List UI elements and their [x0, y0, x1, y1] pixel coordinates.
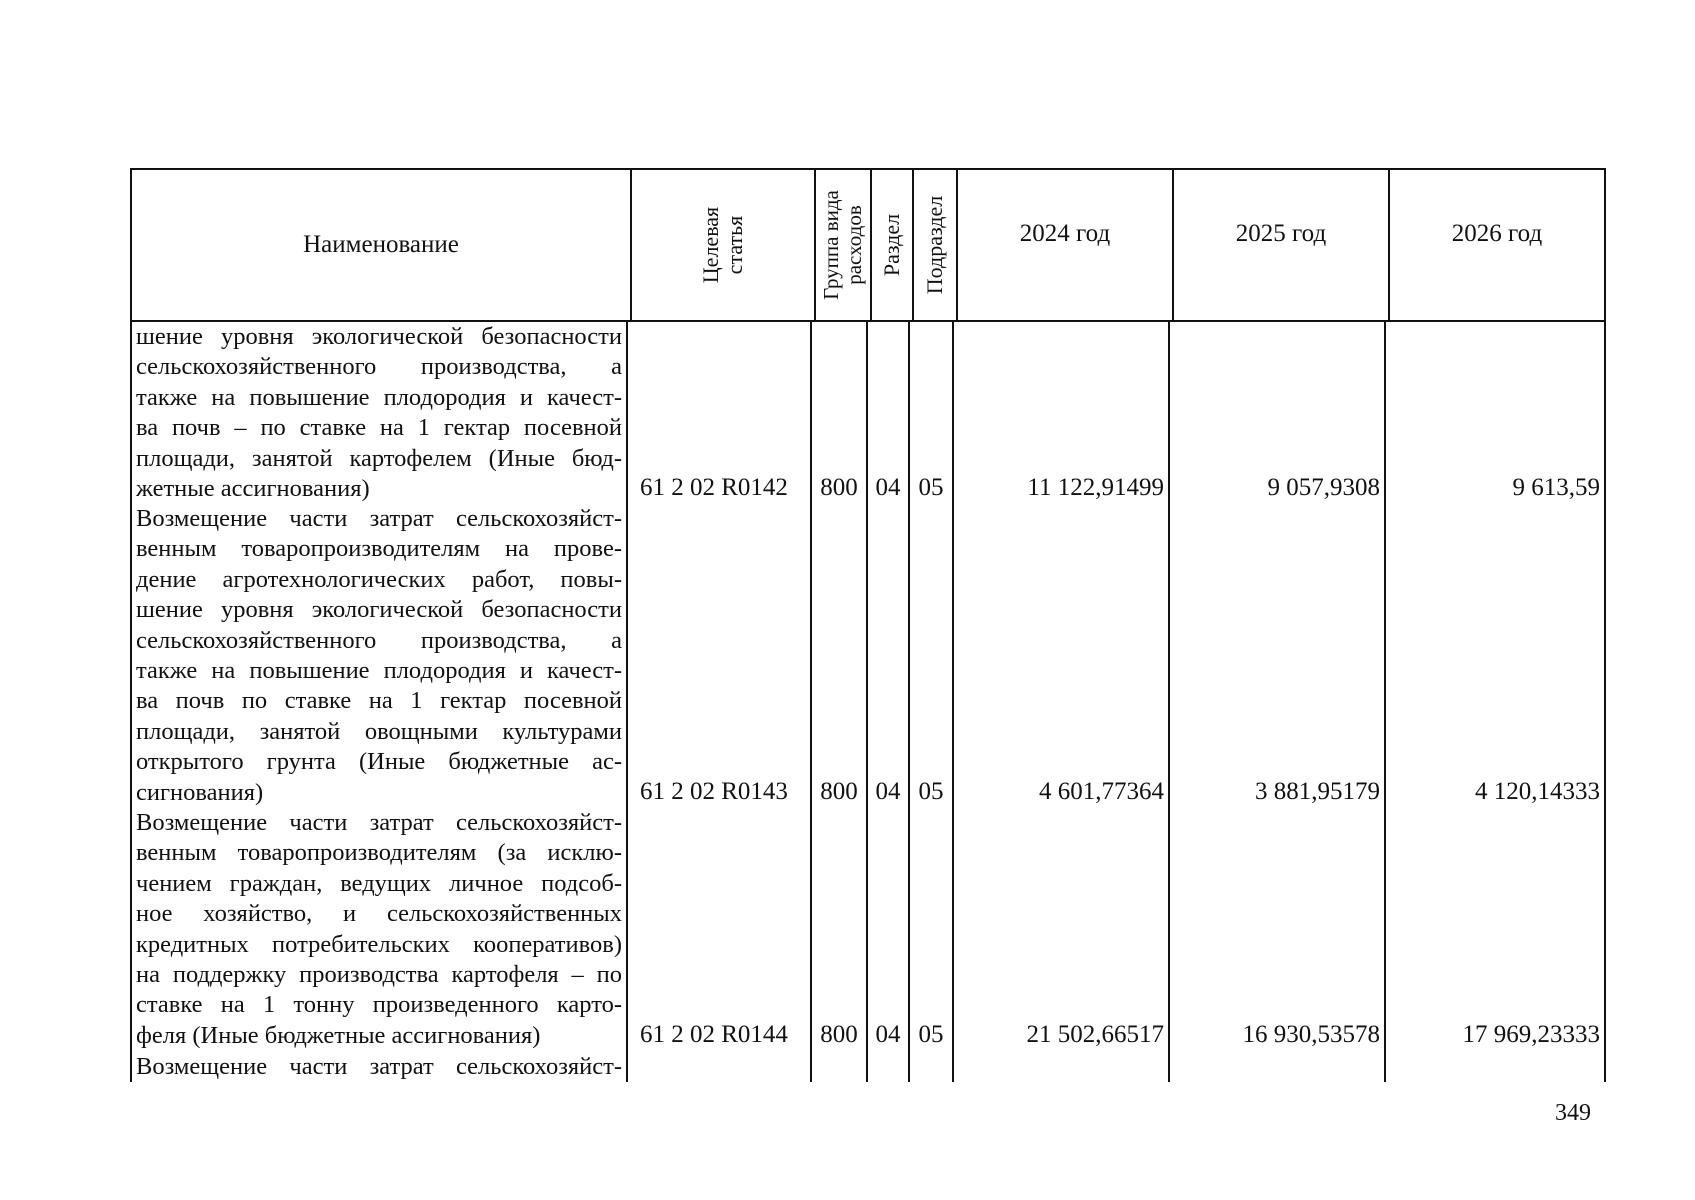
header-name: Наименование: [303, 231, 459, 258]
row-name: шение уровня экологической безопасности сельскохозяйственного производства, а также на повышение плодородия и качест- ва почв – по ставке на 1 гектар посевной площади, занятой картофелем (Иные бюд- жетные ассигнования): [136, 323, 622, 503]
cell-2026: 17 969,23333: [1462, 1021, 1600, 1048]
cell-2026: 9 613,59: [1512, 474, 1600, 501]
cell-subsection: 05: [918, 474, 944, 501]
header-subsection: Подраздел: [922, 195, 947, 295]
header-target-article: Целевая статья: [698, 206, 747, 284]
header-section: Раздел: [879, 213, 904, 277]
cell-subsection: 05: [918, 1021, 944, 1048]
row-name: Возмещение части затрат сельскохозяйст-: [136, 1053, 622, 1080]
cell-target-article: 61 2 02 R0144: [640, 1021, 788, 1048]
row-name: Возмещение части затрат сельскохозяйст- венным товаропроизводителям на прове- дение агротехнологических работ, повы- шение уровня экологической безопасности сельскохозяйственного производства, а также на повышение плодородия и качест- ва почв по ставке на 1 гектар посевной площади, занятой овощными культурами открытого грунта (Иные бюджетные ас- сигнования): [136, 505, 622, 806]
cell-expense-group: 800: [820, 474, 858, 501]
cell-2026: 4 120,14333: [1475, 778, 1600, 805]
cell-target-article: 61 2 02 R0143: [640, 778, 788, 805]
cell-expense-group: 800: [820, 1021, 858, 1048]
table-header: [132, 168, 1604, 322]
table-body: [132, 322, 1604, 1082]
cell-section: 04: [875, 474, 901, 501]
header-expense-group: Группа вида расходов: [819, 190, 866, 300]
cell-target-article: 61 2 02 R0142: [640, 474, 788, 501]
budget-table: [130, 168, 1606, 1082]
cell-expense-group: 800: [820, 778, 858, 805]
cell-2025: 16 930,53578: [1242, 1021, 1380, 1048]
cell-subsection: 05: [918, 778, 944, 805]
cell-section: 04: [875, 1021, 901, 1048]
header-2024: 2024 год: [1019, 220, 1111, 247]
header-2026: 2026 год: [1451, 220, 1543, 247]
cell-2024: 11 122,91499: [1027, 474, 1164, 501]
cell-2024: 4 601,77364: [1039, 778, 1164, 805]
header-2025: 2025 год: [1235, 220, 1327, 247]
cell-2025: 9 057,9308: [1267, 474, 1380, 501]
cell-2025: 3 881,95179: [1255, 778, 1380, 805]
cell-2024: 21 502,66517: [1026, 1021, 1164, 1048]
page-number: 349: [1555, 1100, 1591, 1126]
cell-section: 04: [875, 778, 901, 805]
row-name: Возмещение части затрат сельскохозяйст- венным товаропроизводителям (за исклю- чением граждан, ведущих личное подсоб- ное хозяйство, и сельскохозяйственных кредитных потребительских кооперативов) на поддержку производства картофеля – по ставке на 1 тонну произведенного карто- феля (Иные бюджетные ассигнования): [136, 809, 622, 1049]
